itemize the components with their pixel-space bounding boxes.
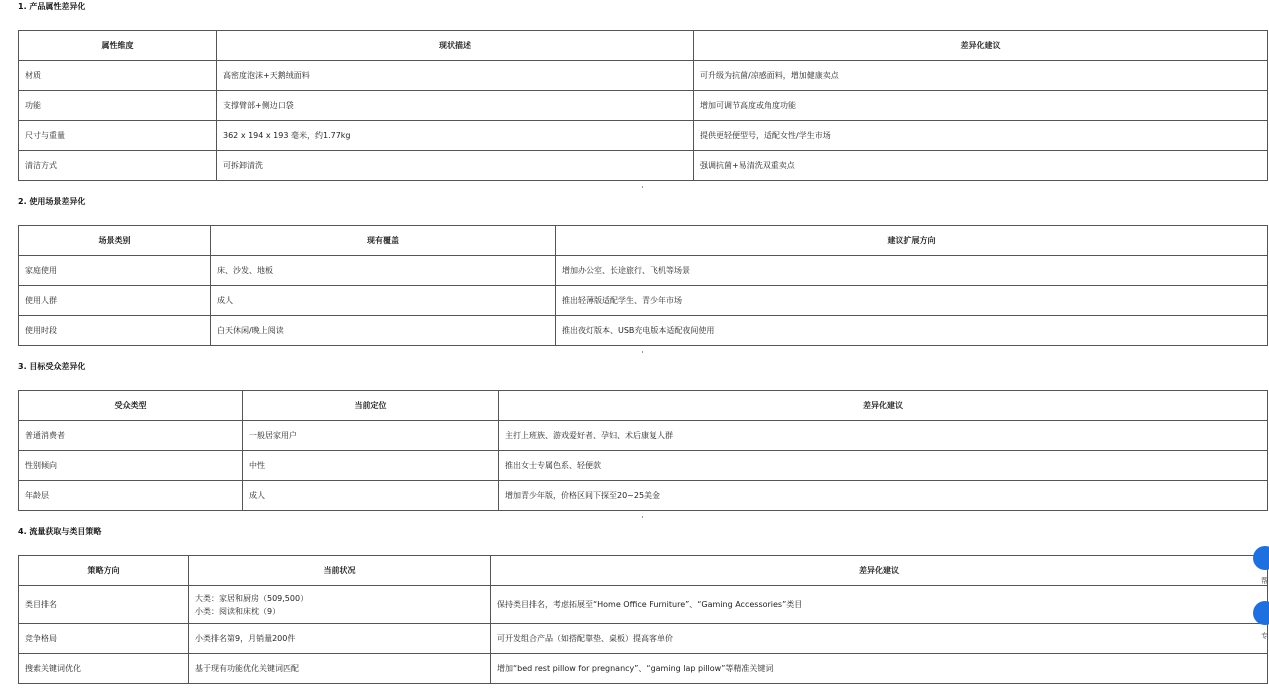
table-cell: 可升级为抗菌/凉感面料，增加健康卖点 — [694, 61, 1268, 91]
table-cell: 尺寸与重量 — [19, 121, 217, 151]
table-row — [19, 91, 1268, 121]
column-header: 场景类别 — [19, 226, 211, 256]
section-title-usage-scenarios: 2. 使用场景差异化 — [18, 197, 86, 206]
table-cell: 可开发组合产品（如搭配靠垫、桌板）提高客单价 — [491, 624, 1268, 654]
table-cell: 提供更轻便型号，适配女性/学生市场 — [694, 121, 1268, 151]
table-cell: 推出轻薄版适配学生、青少年市场 — [556, 286, 1268, 316]
table-row — [19, 316, 1268, 346]
separator-dot — [18, 511, 1268, 525]
table-cell: 增加“bed rest pillow for pregnancy”、“gaming lap pillow”等精准关键词 — [491, 654, 1268, 684]
table-cell: 增加可调节高度或角度功能 — [694, 91, 1268, 121]
document-body — [18, 0, 1268, 684]
column-header: 当前定位 — [243, 391, 499, 421]
table-cell: 支撑臂部+侧边口袋 — [217, 91, 694, 121]
column-header: 差异化建议 — [499, 391, 1268, 421]
table-cell: 成人 — [243, 481, 499, 511]
cell-line: 大类：家居和厨房（509,500） — [195, 593, 309, 603]
table-row — [19, 61, 1268, 91]
column-header: 受众类型 — [19, 391, 243, 421]
table-row — [19, 654, 1268, 684]
table-cell: 搜索关键词优化 — [19, 654, 189, 684]
table-header-row — [19, 556, 1268, 586]
usage-scenarios-table — [18, 225, 1268, 346]
table-cell: 材质 — [19, 61, 217, 91]
table-cell: 高密度泡沫+天鹅绒面料 — [217, 61, 694, 91]
table-cell: 白天休闲/晚上阅读 — [211, 316, 556, 346]
product-attributes-table — [18, 30, 1268, 181]
table-row — [19, 451, 1268, 481]
table-cell: 强调抗菌+易清洗双重卖点 — [694, 151, 1268, 181]
cell-line: 小类：阅读和床枕（9） — [195, 606, 281, 616]
table-cell: 年龄层 — [19, 481, 243, 511]
table-cell: 保持类目排名，考虑拓展至“Home Office Furniture”、“Gaming Accessories”类目 — [491, 586, 1268, 624]
table-row — [19, 286, 1268, 316]
table-cell: 可拆卸清洗 — [217, 151, 694, 181]
table-cell: 家庭使用 — [19, 256, 211, 286]
table-cell: 362 x 194 x 193 毫米，约1.77kg — [217, 121, 694, 151]
table-cell: 增加青少年版，价格区间下探至20~25美金 — [499, 481, 1268, 511]
table-row — [19, 151, 1268, 181]
table-cell: 类目排名 — [19, 586, 189, 624]
table-cell: 增加办公室、长途旅行、飞机等场景 — [556, 256, 1268, 286]
section-title-traffic-strategy: 4. 流量获取与类目策略 — [18, 527, 102, 536]
table-cell: 床、沙发、地板 — [211, 256, 556, 286]
table-cell: 成人 — [211, 286, 556, 316]
section-title-product-attributes: 1. 产品属性差异化 — [18, 2, 86, 11]
table-cell: 推出夜灯版本、USB充电版本适配夜间使用 — [556, 316, 1268, 346]
table-cell: 中性 — [243, 451, 499, 481]
table-cell: 基于现有功能优化关键词匹配 — [189, 654, 491, 684]
table-cell: 清洁方式 — [19, 151, 217, 181]
table-row — [19, 256, 1268, 286]
column-header: 建议扩展方向 — [556, 226, 1268, 256]
table-cell: 使用人群 — [19, 286, 211, 316]
table-row — [19, 481, 1268, 511]
table-row — [19, 586, 1268, 624]
table-cell: 性别倾向 — [19, 451, 243, 481]
table-cell: 功能 — [19, 91, 217, 121]
table-header-row — [19, 226, 1268, 256]
floating-help-label: 帮 — [1261, 577, 1268, 585]
traffic-strategy-table — [18, 555, 1268, 684]
separator-dot — [18, 346, 1268, 360]
table-row — [19, 624, 1268, 654]
column-header: 属性维度 — [19, 31, 217, 61]
column-header: 现状描述 — [217, 31, 694, 61]
table-cell: 普通消费者 — [19, 421, 243, 451]
section-title-target-audience: 3. 目标受众差异化 — [18, 362, 86, 371]
table-cell: 主打上班族、游戏爱好者、孕妇、术后康复人群 — [499, 421, 1268, 451]
table-cell: 一般居家用户 — [243, 421, 499, 451]
column-header: 策略方向 — [19, 556, 189, 586]
table-cell — [189, 586, 491, 624]
table-header-row — [19, 391, 1268, 421]
table-header-row — [19, 31, 1268, 61]
column-header: 当前状况 — [189, 556, 491, 586]
table-cell: 竞争格局 — [19, 624, 189, 654]
table-cell: 推出女士专属色系、轻便款 — [499, 451, 1268, 481]
floating-expert-label: 专 — [1261, 632, 1268, 640]
table-row — [19, 121, 1268, 151]
table-cell: 小类排名第9，月销量200件 — [189, 624, 491, 654]
separator-dot — [18, 181, 1268, 195]
table-row — [19, 421, 1268, 451]
table-cell: 使用时段 — [19, 316, 211, 346]
column-header: 现有覆盖 — [211, 226, 556, 256]
column-header: 差异化建议 — [491, 556, 1268, 586]
column-header: 差异化建议 — [694, 31, 1268, 61]
target-audience-table — [18, 390, 1268, 511]
